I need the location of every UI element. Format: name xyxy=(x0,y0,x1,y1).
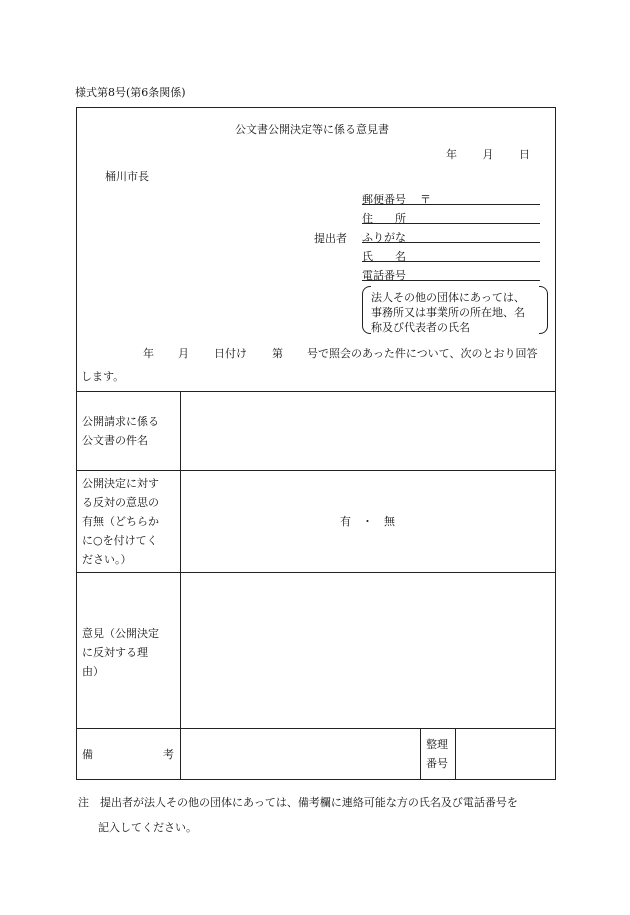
intro-continuation: します。 xyxy=(81,370,125,383)
footnote-line-1: 注 提出者が法人その他の団体にあっては、備考欄に連絡可能な方の氏名及び電話番号を xyxy=(78,796,518,809)
remarks-label-left: 備 xyxy=(82,748,93,761)
footnote-line-2: 記入してください。 xyxy=(98,821,197,834)
addressee: 桶川市長 xyxy=(105,170,149,183)
furigana-label: ふりがな xyxy=(362,231,406,244)
objection-label-line-5: ださい。） xyxy=(82,553,132,566)
row-divider-2 xyxy=(76,470,556,471)
objection-choice[interactable]: 有 ・ 無 xyxy=(340,515,395,528)
opinion-label-line-1: 意見（公開決定 xyxy=(82,627,159,640)
ref-number-label-line-1: 整理 xyxy=(426,738,448,751)
name-label: 氏 名 xyxy=(362,250,406,263)
date-day: 日 xyxy=(519,148,530,161)
remarks-field[interactable] xyxy=(181,729,419,779)
address-field[interactable] xyxy=(362,223,540,224)
postal-mark: 〒 xyxy=(420,193,431,206)
intro-year: 年 xyxy=(143,347,154,360)
corporate-note-line-2: 事務所又は事業所の所在地、名 xyxy=(371,306,525,319)
subject-label-line-2: 公文書の件名 xyxy=(82,434,148,447)
address-label: 住 所 xyxy=(362,212,406,225)
phone-field[interactable] xyxy=(362,280,540,281)
ref-number-field[interactable] xyxy=(456,729,555,779)
bracket-left xyxy=(362,286,371,334)
corporate-note-line-3: 称及び代表者の氏名 xyxy=(371,321,470,334)
subject-label-line-1: 公開請求に係る xyxy=(82,415,159,428)
phone-label: 電話番号 xyxy=(362,269,406,282)
remarks-label-right: 考 xyxy=(163,748,174,761)
ref-label-divider-left xyxy=(420,728,421,780)
corporate-note-line-1: 法人その他の団体にあっては、 xyxy=(371,291,525,304)
submitter-label: 提出者 xyxy=(314,232,347,245)
date-year: 年 xyxy=(446,148,457,161)
date-month: 月 xyxy=(482,148,494,161)
intro-month: 月 xyxy=(178,347,189,360)
opinion-field[interactable] xyxy=(181,573,555,727)
postal-code-label: 郵便番号 xyxy=(362,193,406,206)
bracket-right xyxy=(539,286,548,334)
form-number: 様式第8号(第6条関係) xyxy=(75,86,186,99)
objection-label-line-1: 公開決定に対す xyxy=(82,477,159,490)
date-line xyxy=(446,146,530,162)
intro-dai: 第 xyxy=(272,347,283,360)
objection-label-line-2: る反対の意思の xyxy=(82,496,159,509)
intro-rest: 号で照会のあった件について、次のとおり回答 xyxy=(307,347,538,360)
opinion-label-line-2: に反対する理 xyxy=(82,646,148,659)
furigana-field[interactable] xyxy=(362,242,540,243)
subject-field[interactable] xyxy=(181,392,555,469)
intro-day: 日付け xyxy=(214,347,247,360)
opinion-label-line-3: 由） xyxy=(82,665,104,678)
objection-label-line-4: に○を付けてく xyxy=(82,534,158,547)
objection-label-line-3: 有無（どちらか xyxy=(82,515,159,528)
name-field[interactable] xyxy=(362,261,540,262)
ref-number-label-line-2: 番号 xyxy=(426,757,448,770)
document-title: 公文書公開決定等に係る意見書 xyxy=(235,123,389,136)
postal-code-field[interactable] xyxy=(362,204,540,205)
